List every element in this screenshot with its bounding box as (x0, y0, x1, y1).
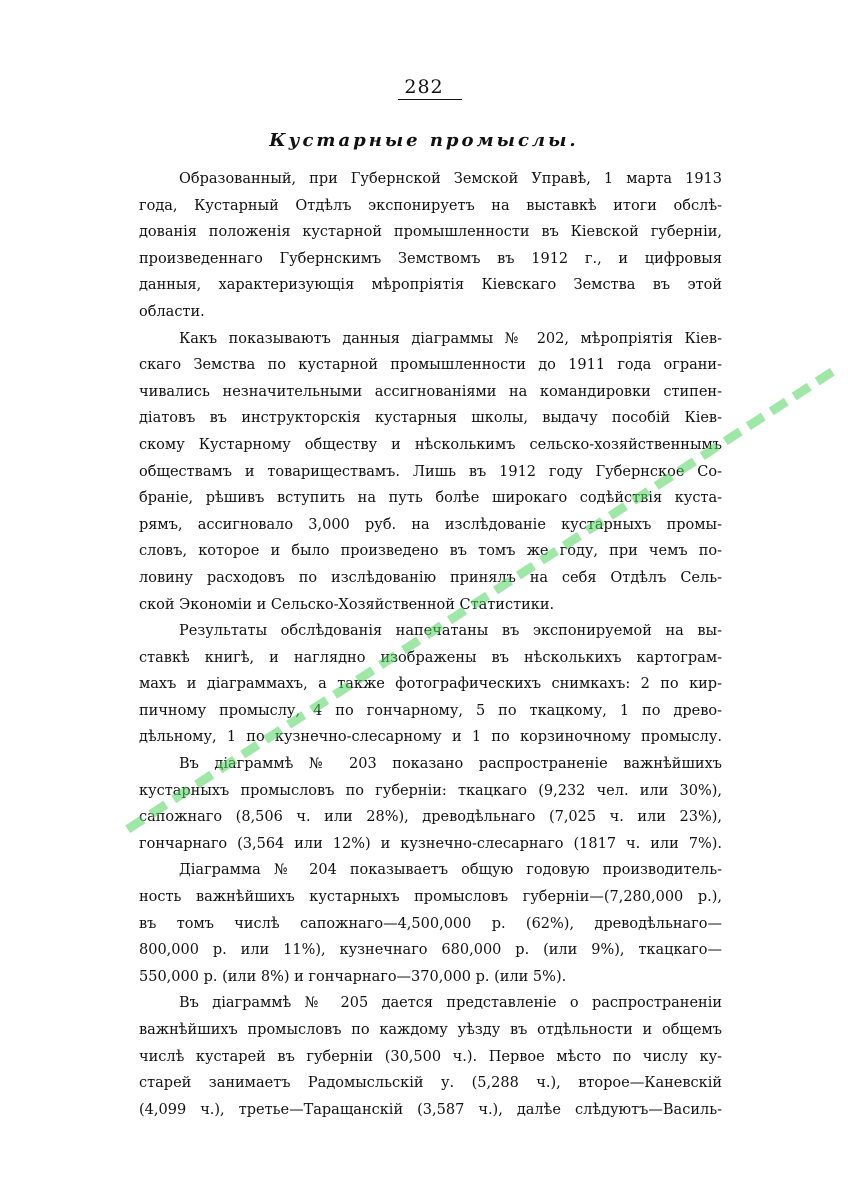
text-line: скому Кустарному обществу и нѣсколькимъ сельско-хозяйственнымъ (139, 436, 722, 453)
text-line: браніе, рѣшивъ вступить на путь болѣе широкаго содѣйствія куста- (139, 490, 722, 507)
text-line: ловину расходовъ по изслѣдованію принялъ на себя Отдѣлъ Сель- (139, 569, 722, 586)
text-line: Діаграмма № 204 показываетъ общую годовую производитель- (179, 862, 722, 879)
text-line: области. (139, 303, 205, 320)
text-line: кустарныхъ промысловъ по губерніи: ткацкаго (9,232 чел. или 30%), (139, 782, 722, 799)
text-line: произведеннаго Губернскимъ Земствомъ въ 1912 г., и цифровыя (139, 250, 722, 267)
page-number-underline (398, 99, 462, 100)
text-line: Какъ показываютъ данныя діаграммы № 202, мѣропріятія Кіев- (179, 330, 722, 347)
body-text (139, 166, 722, 1123)
text-line: гончарнаго (3,564 или 12%) и кузнечно-слесарнаго (1817 ч. или 7%). (139, 835, 722, 852)
text-line: данныя, характеризующія мѣропріятія Кіевскаго Земства въ этой (139, 277, 722, 294)
paragraph (139, 990, 722, 1123)
text-line: дѣльному, 1 по кузнечно-слесарному и 1 по корзиночному промыслу. (139, 729, 722, 746)
page-number: 282 (404, 76, 444, 98)
text-line: важнѣйшихъ промысловъ по каждому уѣзду въ отдѣльности и общемъ (139, 1022, 722, 1038)
paragraph (139, 857, 722, 990)
text-line: числѣ кустарей въ губерніи (30,500 ч.). Первое мѣсто по числу ку- (139, 1048, 722, 1065)
text-line: 800,000 р. или 11%), кузнечнаго 680,000 р. (или 9%), ткацкаго— (139, 942, 722, 959)
paragraph (139, 326, 722, 619)
text-line: пичному промыслу, 4 по гончарному, 5 по ткацкому, 1 по древо- (139, 702, 722, 719)
text-line: старей занимаетъ Радомысльскій у. (5,288 ч.), второе—Каневскій (139, 1075, 722, 1092)
text-line: скаго Земства по кустарной промышленности до 1911 года ограни- (139, 357, 722, 374)
text-line: въ томъ числѣ сапожнаго—4,500,000 р. (62%), древодѣльнаго— (139, 915, 722, 932)
text-line: ской Экономіи и Сельско-Хозяйственной Статистики. (139, 596, 555, 613)
paragraph (139, 166, 722, 326)
text-line: года, Кустарный Отдѣлъ экспонируетъ на выставкѣ итоги обслѣ- (139, 197, 722, 214)
text-line: Въ діаграммѣ № 205 дается представленіе о распространеніи (179, 995, 722, 1012)
text-line: діатовъ въ инструкторскія кустарныя школы, выдачу пособій Кіев- (139, 410, 722, 427)
text-line: словъ, которое и было произведено въ томъ же году, при чемъ по- (139, 543, 722, 560)
text-line: ставкѣ книгѣ, и наглядно изображены въ нѣсколькихъ картограм- (139, 649, 722, 666)
text-line: дованія положенія кустарной промышленности въ Кіевской губерніи, (139, 224, 722, 241)
text-line: Образованный, при Губернской Земской Управѣ, 1 марта 1913 (179, 171, 722, 187)
text-line: сапожнаго (8,506 ч. или 28%), древодѣльнаго (7,025 ч. или 23%), (139, 809, 722, 826)
paragraph (139, 618, 722, 751)
text-line: 550,000 р. (или 8%) и гончарнаго—370,000 р. (или 5%). (139, 968, 567, 985)
section-title: Кустарные промыслы. (269, 130, 579, 151)
text-line: (4,099 ч.), третье—Таращанскій (3,587 ч.), далѣе слѣдуютъ—Василь- (139, 1101, 722, 1118)
text-line: рямъ, ассигновало 3,000 руб. на изслѣдованіе кустарныхъ промы- (139, 516, 722, 533)
text-line: чивались незначительными ассигнованіями на командировки стипен- (139, 383, 722, 400)
text-line: обществамъ и товариществамъ. Лишь въ 1912 году Губернское Со- (139, 463, 722, 480)
text-line: ность важнѣйшихъ кустарныхъ промысловъ губерніи—(7,280,000 р.), (139, 889, 722, 906)
text-line: махъ и діаграммахъ, а также фотографическихъ снимкахъ: 2 по кир- (139, 676, 722, 693)
text-line: Результаты обслѣдованія напечатаны въ экспонируемой на вы- (179, 623, 722, 640)
paragraph (139, 751, 722, 857)
text-line: Въ діаграммѣ № 203 показано распространеніе важнѣйшихъ (179, 756, 722, 773)
